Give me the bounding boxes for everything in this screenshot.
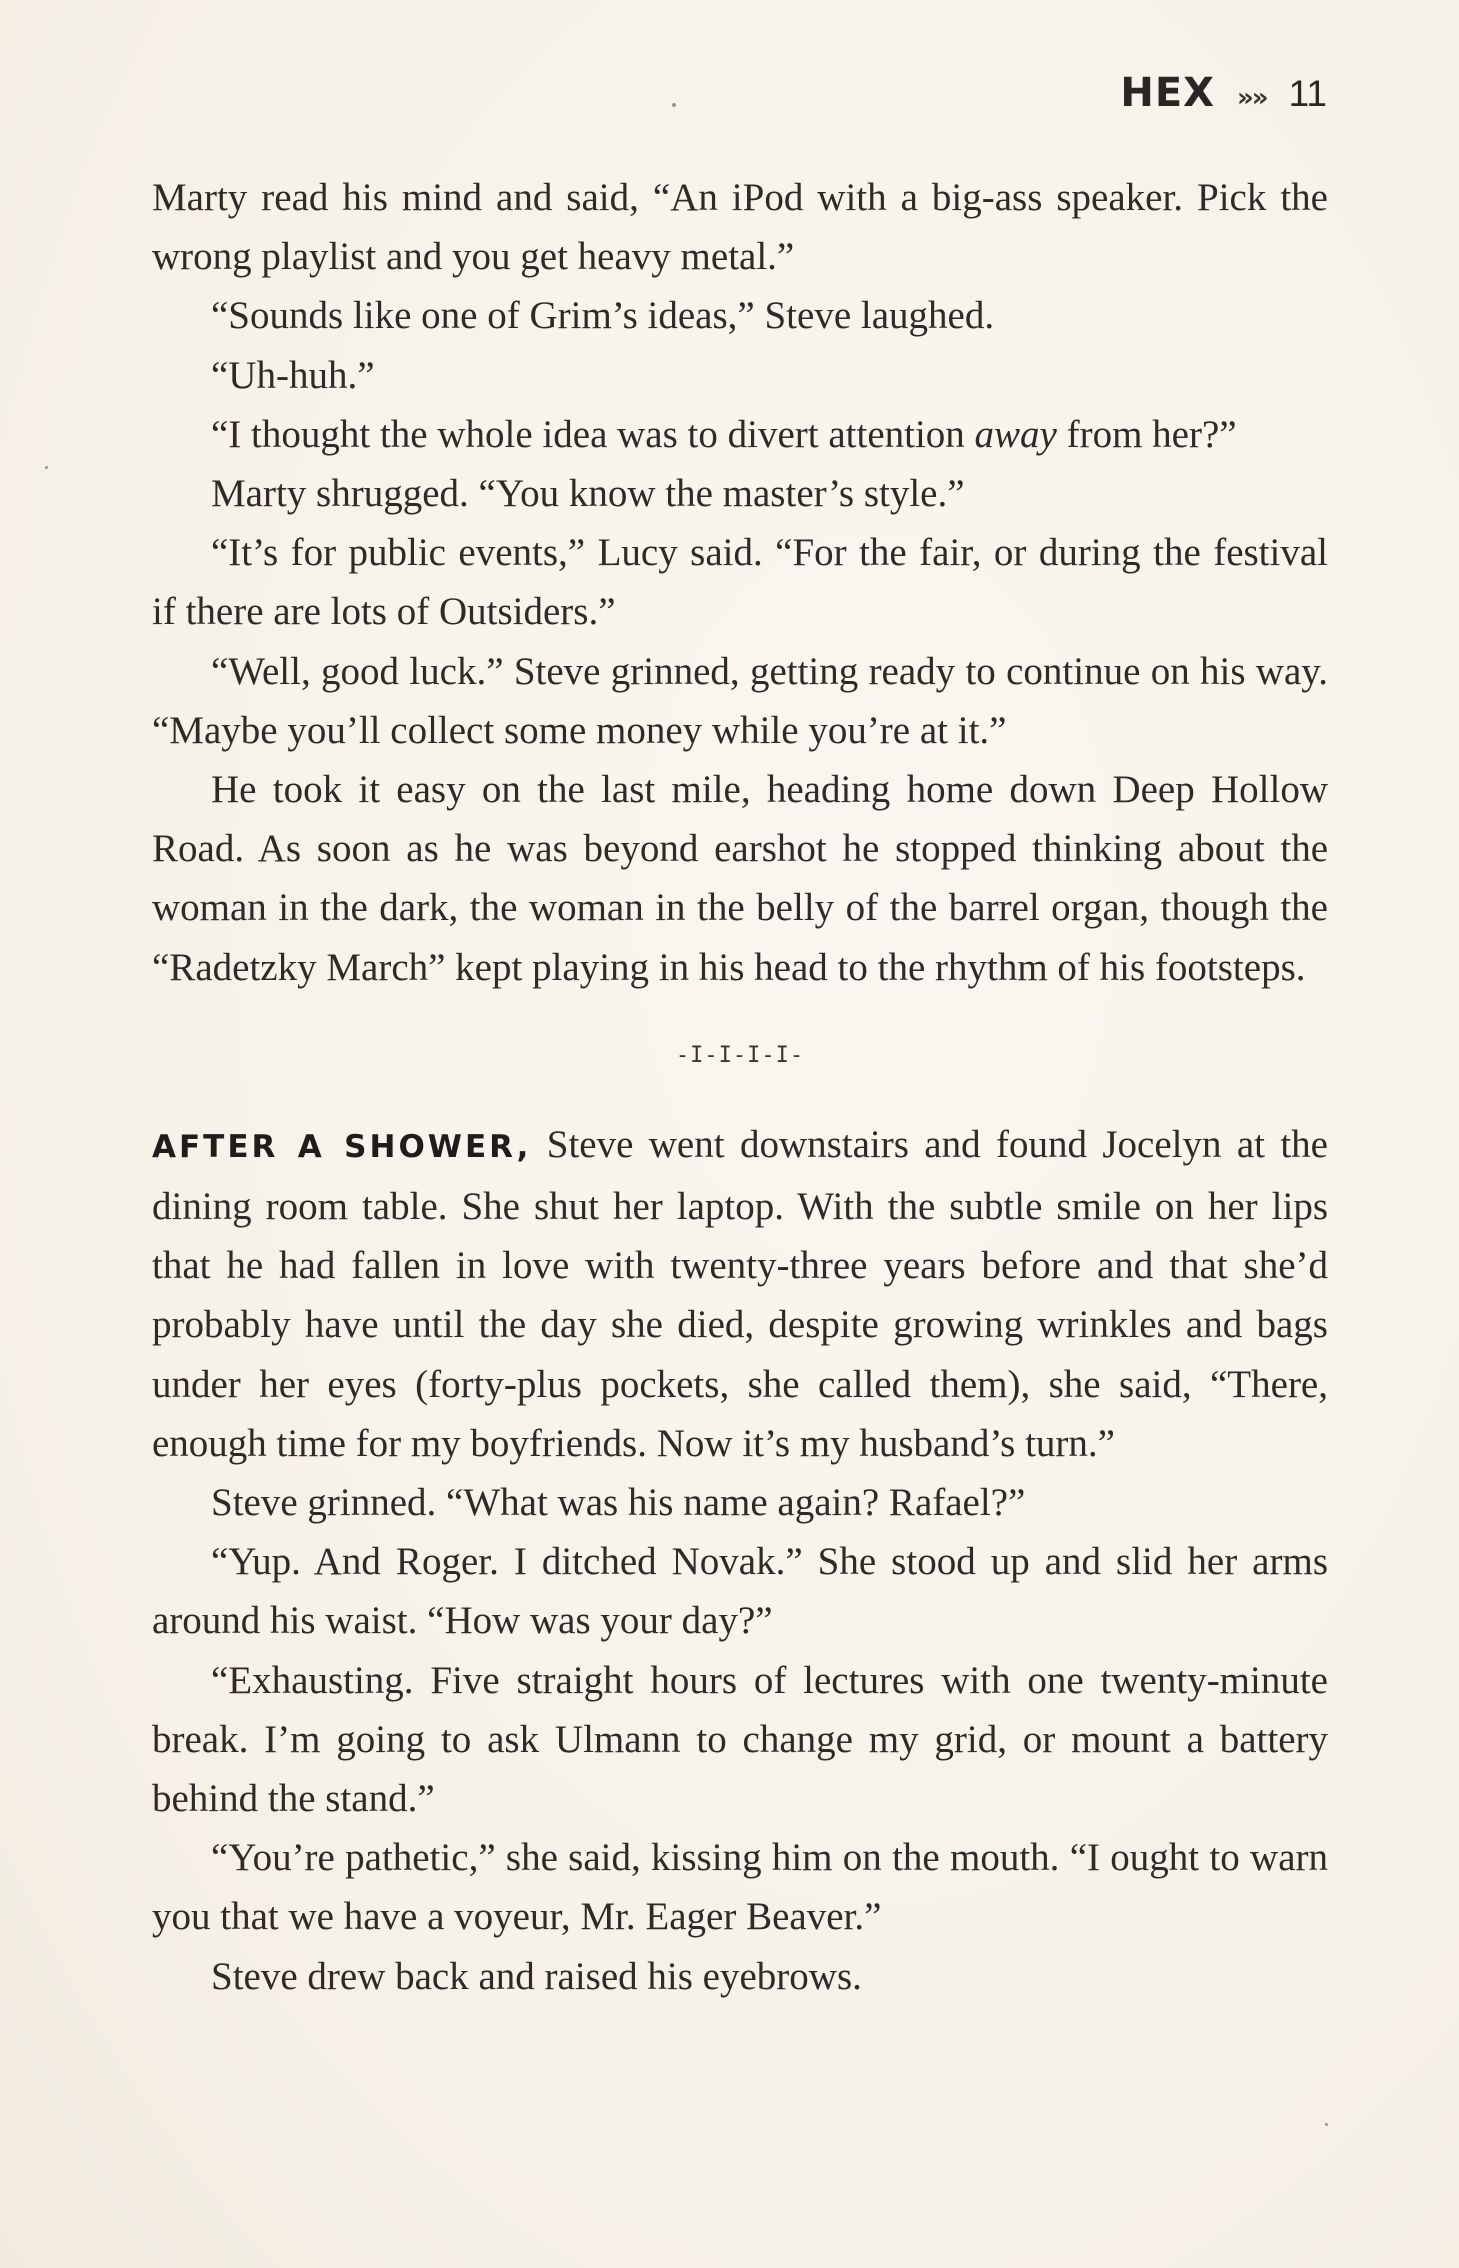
paper-speck (1325, 2123, 1328, 2126)
paragraph: He took it easy on the last mile, heading home down Deep Hollow Road. As soon as he was beyond earshot he stopped thinking about the woman in the dark, the woman in the belly of the barrel organ, though the “Radetzky March” kept playing in his head to the rhythm of his footsteps. (152, 768, 1328, 989)
paragraph: Steve drew back and raised his eyebrows. (211, 1954, 862, 1998)
body-text (152, 168, 1328, 2006)
paragraph: “Uh-huh.” (211, 353, 375, 397)
paragraph: “You’re pathetic,” she said, kissing him on the mouth. “I ought to warn you that we have a voyeur, Mr. Eager Beaver.” (152, 1836, 1328, 1939)
page-number: 11 (1288, 73, 1327, 114)
paragraph: “Yup. And Roger. I ditched Novak.” She stood up and slid her arms around his waist. “How was your day?” (152, 1540, 1328, 1643)
lead-in-caps: AFTER A SHOWER, (152, 1128, 532, 1165)
chevron-separator-icon: »» (1236, 83, 1267, 113)
paper-speck (45, 466, 48, 469)
text-run: “I thought the whole idea was to divert attention (211, 412, 975, 456)
paragraph: Marty shrugged. “You know the master’s style.” (211, 472, 965, 516)
paragraph: Marty read his mind and said, “An iPod with a big-ass speaker. Pick the wrong playlist and you get heavy metal.” (152, 176, 1328, 279)
section-opening-paragraph (152, 1115, 1328, 1473)
paragraph: Steve grinned. “What was his name again? Rafael?” (211, 1481, 1026, 1525)
paragraph: “Sounds like one of Grim’s ideas,” Steve laughed. (211, 294, 995, 338)
book-title: HEX (1120, 70, 1215, 116)
paragraph: “It’s for public events,” Lucy said. “For the fair, or during the festival if there are lots of Outsiders.” (152, 531, 1328, 634)
section-break-ornament: -I-I-I-I- (675, 1042, 805, 1068)
paragraph: “Exhausting. Five straight hours of lectures with one twenty-minute break. I’m going to ask Ulmann to change my grid, or mount a battery behind the stand.” (152, 1658, 1328, 1821)
paper-speck (672, 103, 676, 107)
paragraph (152, 405, 1328, 464)
text-run: Steve went downstairs and found Jocelyn at the dining room table. She shut her laptop. With the subtle smile on her lips that he had fallen in love with twenty-three years before and that she’d probably have until the day she died, despite growing wrinkles and bags under her eyes (forty-plus pockets, she called them), she said, “There, enough time for my boyfriends. Now it’s my husband’s turn.” (152, 1122, 1328, 1465)
text-run: from her?” (1056, 412, 1237, 456)
paragraph: “Well, good luck.” Steve grinned, getting ready to continue on his way. “Maybe you’ll collect some money while you’re at it.” (152, 649, 1328, 752)
running-head (1120, 70, 1327, 116)
italic-emphasis: away (974, 412, 1057, 456)
